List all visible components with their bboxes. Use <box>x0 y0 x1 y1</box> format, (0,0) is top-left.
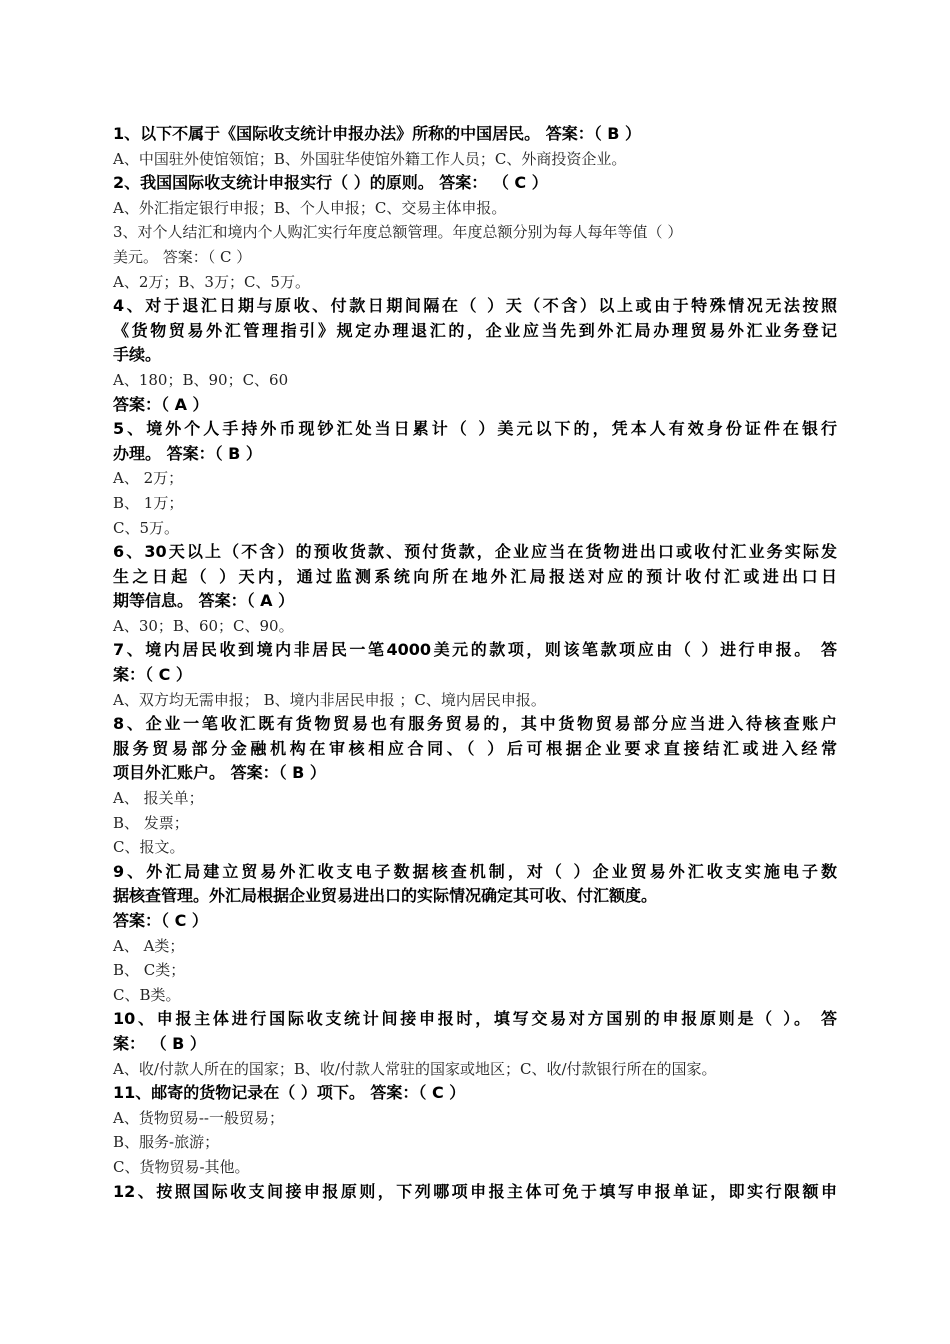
question-line: 2、我国国际收支统计申报实行（ ）的原则。 答案： （ C ） <box>113 173 548 193</box>
question-line: 项目外汇账户。 答案：（ B ） <box>113 763 326 783</box>
option-line: 美元。 答案：（ C ） <box>113 247 252 266</box>
question-line: 答案：（ C ） <box>113 911 208 930</box>
question-line: 据核查管理。外汇局根据企业贸易进出口的实际情况确定其可收、付汇额度。 <box>113 886 658 906</box>
question-line: 6、30天以上（不含）的预收货款、预付货款，企业应当在货物进出口或收付汇业务实际发 <box>113 542 837 562</box>
option-line: A、 2万； <box>113 469 184 488</box>
option-line: B、 C类； <box>113 961 186 980</box>
option-line: C、货物贸易-其他。 <box>113 1157 250 1176</box>
option-line: A、 报关单； <box>113 789 204 808</box>
question-line: 1、以下不属于《国际收支统计申报办法》所称的中国居民。 答案：（ B ） <box>113 124 642 143</box>
question-line: 服务贸易部分金融机构在审核相应合同、（ ）后可根据企业要求直接结汇或进入经常 <box>113 738 837 758</box>
question-line: 案：（ C ） <box>113 665 192 685</box>
option-line: A、180；B、90；C、60 <box>113 370 289 389</box>
question-line: 生之日起（ ）天内，通过监测系统向所在地外汇局报送对应的预计收付汇或进出口日 <box>113 566 837 586</box>
question-line: 11、邮寄的货物记录在（ ）项下。 答案：（ C ） <box>113 1083 466 1103</box>
question-line: 9、外汇局建立贸易外汇收支电子数据核查机制，对（ ）企业贸易外汇收支实施电子数 <box>113 861 837 881</box>
question-line: 7、境内居民收到境内非居民一笔4000美元的款项，则该笔款项应由（ ）进行申报。 答 <box>113 640 837 660</box>
question-line: 4、对于退汇日期与原收、付款日期间隔在（ ）天（不含）以上或由于特殊情况无法按照 <box>113 296 837 316</box>
option-line: A、中国驻外使馆领馆；B、外国驻华使馆外籍工作人员；C、外商投资企业。 <box>113 149 627 168</box>
option-line: B、 发票； <box>113 813 189 832</box>
option-line: C、5万。 <box>113 518 180 537</box>
option-line: B、 1万； <box>113 493 184 512</box>
option-line: A、外汇指定银行申报；B、个人申报；C、交易主体申报。 <box>113 198 507 217</box>
question-line: 《货物贸易外汇管理指引》规定办理退汇的，企业应当先到外汇局办理贸易外汇业务登记 <box>113 320 837 340</box>
question-line: 5、境外个人手持外币现钞汇处当日累计（ ）美元以下的，凭本人有效身份证件在银行 <box>113 419 837 439</box>
option-line: A、2万；B、3万；C、5万。 <box>113 272 310 291</box>
question-line: 12、按照国际收支间接申报原则，下列哪项申报主体可免于填写申报单证，即实行限额申 <box>113 1181 837 1201</box>
option-line: A、双方均无需申报； B、境内非居民申报 ；C、境内居民申报。 <box>113 690 546 709</box>
question-line: 答案：（ A ） <box>113 394 209 414</box>
question-line: 10、申报主体进行国际收支统计间接申报时，填写交易对方国别的申报原则是（ ）。 答 <box>113 1009 837 1029</box>
option-line: C、B类。 <box>113 985 181 1004</box>
question-line: 8、企业一笔收汇既有货物贸易也有服务贸易的，其中货物贸易部分应当进入待核查账户 <box>113 714 837 734</box>
question-line: 办理。 答案：（ B ） <box>113 443 262 463</box>
option-line: B、服务-旅游； <box>113 1133 220 1152</box>
option-line: A、30；B、60；C、90。 <box>113 616 294 635</box>
option-line: 3、对个人结汇和境内个人购汇实行年度总额管理。年度总额分别为每人每年等值（ ） <box>113 223 683 242</box>
question-line: 期等信息。 答案：（ A ） <box>113 591 295 611</box>
option-line: A、货物贸易--一般贸易； <box>113 1108 284 1127</box>
option-line: C、报文。 <box>113 838 185 857</box>
option-line: A、收/付款人所在的国家；B、收/付款人常驻的国家或地区；C、收/付款银行所在的国家。 <box>113 1059 717 1078</box>
option-line: A、 A类； <box>113 936 185 955</box>
question-line: 手续。 <box>113 345 162 365</box>
question-line: 案： （ B ） <box>113 1033 206 1053</box>
document-page <box>113 122 837 1204</box>
